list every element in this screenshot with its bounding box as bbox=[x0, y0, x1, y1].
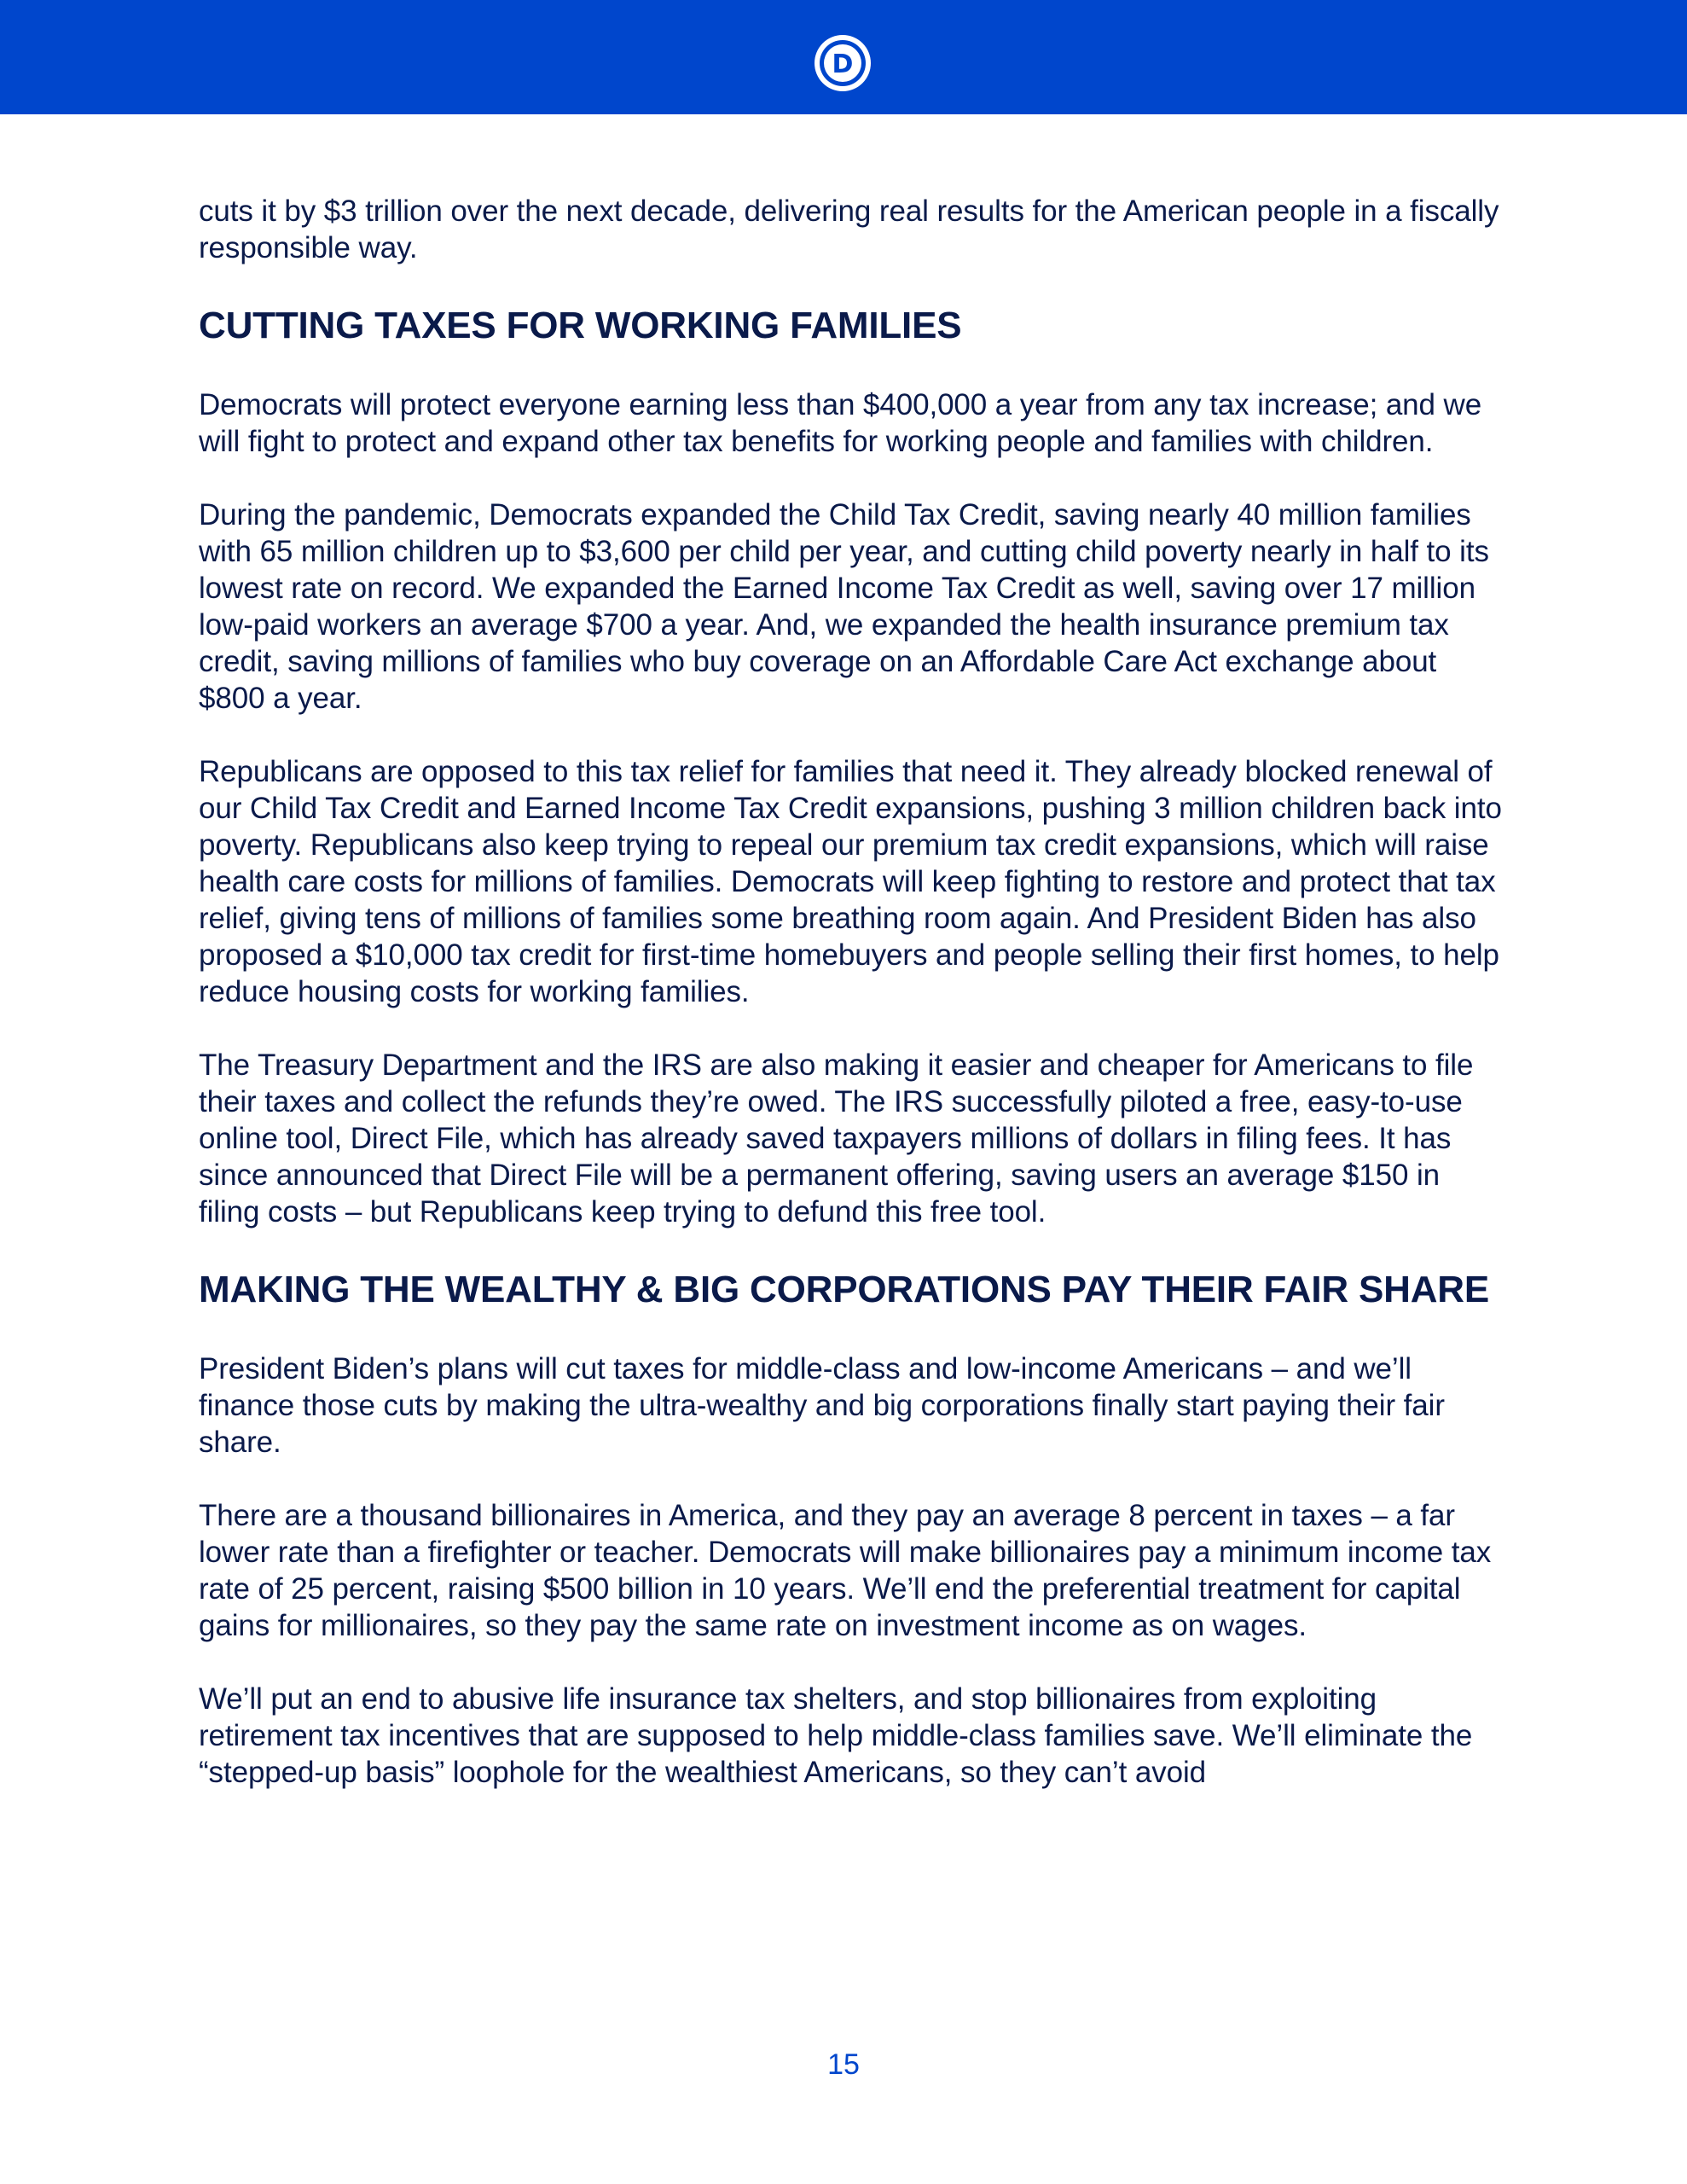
body-paragraph: We’ll put an end to abusive life insurance tax shelters, and stop billionaires from exploiting retirement tax incentives that are supposed to help middle-class families save. We’ll eliminate the “stepped-up basis” loophole for the wealthiest Americans, so they can’t avoid bbox=[199, 1682, 1473, 1789]
body-paragraph: Republicans are opposed to this tax relief for families that need it. They already blocked renewal of our Child Tax Credit and Earned Income Tax Credit expansions, pushing 3 million children back into poverty. Republicans also keep trying to repeal our premium tax credit expansions, which will raise health care costs for millions of families. Democrats will keep fighting to restore and protect that tax relief, giving tens of millions of families some breathing room again. And President Biden has also proposed a $10,000 tax credit for first-time homebuyers and people selling their first homes, to help reduce housing costs for working families. bbox=[199, 755, 1502, 1008]
body-paragraph: cuts it by $3 trillion over the next decade, delivering real results for the American people in a fiscally responsible way. bbox=[199, 195, 1499, 264]
body-paragraph: During the pandemic, Democrats expanded the Child Tax Credit, saving nearly 40 million families with 65 million children up to $3,600 per child per year, and cutting child poverty nearly in half to its lowest rate on record. We expanded the Earned Income Tax Credit as well, saving over 17 million low-paid workers an average $700 a year. And, we expanded the health insurance premium tax credit, saving millions of families who buy coverage on an Affordable Care Act exchange about $800 a year. bbox=[199, 498, 1489, 715]
page-number: 15 bbox=[827, 2048, 860, 2081]
body-paragraph: President Biden’s plans will cut taxes for middle-class and low-income Americans – and we’ll finance those cuts by making the ultra-wealthy and big corporations finally start paying their fair share. bbox=[199, 1352, 1445, 1459]
svg-text:D: D bbox=[832, 49, 854, 79]
header-banner bbox=[0, 0, 1687, 114]
body-paragraph: There are a thousand billionaires in America, and they pay an average 8 percent in taxes – a far lower rate than a firefighter or teacher. Democrats will make billionaires pay a minimum income tax rate of 25 percent, raising $500 billion in 10 years. We’ll end the preferential treatment for capital gains for millionaires, so they pay the same rate on investment income as on wages. bbox=[199, 1499, 1492, 1642]
body-paragraph: Democrats will protect everyone earning less than $400,000 a year from any tax increase; and we will fight to protect and expand other tax benefits for working people and families with children. bbox=[199, 388, 1482, 458]
document-body bbox=[199, 193, 1504, 1827]
democratic-logo-icon bbox=[812, 32, 873, 94]
section-heading: MAKING THE WEALTHY & BIG CORPORATIONS PAY THEIR FAIR SHARE bbox=[199, 1269, 1490, 1310]
body-paragraph: The Treasury Department and the IRS are also making it easier and cheaper for Americans to file their taxes and collect the refunds they’re owed. The IRS successfully piloted a free, easy-to-use online tool, Direct File, which has already saved taxpayers millions of dollars in filing fees. It has since announced that Direct File will be a permanent offering, saving users an average $150 in filing costs – but Republicans keep trying to defund this free tool. bbox=[199, 1048, 1474, 1228]
section-heading: CUTTING TAXES FOR WORKING FAMILIES bbox=[199, 305, 962, 346]
